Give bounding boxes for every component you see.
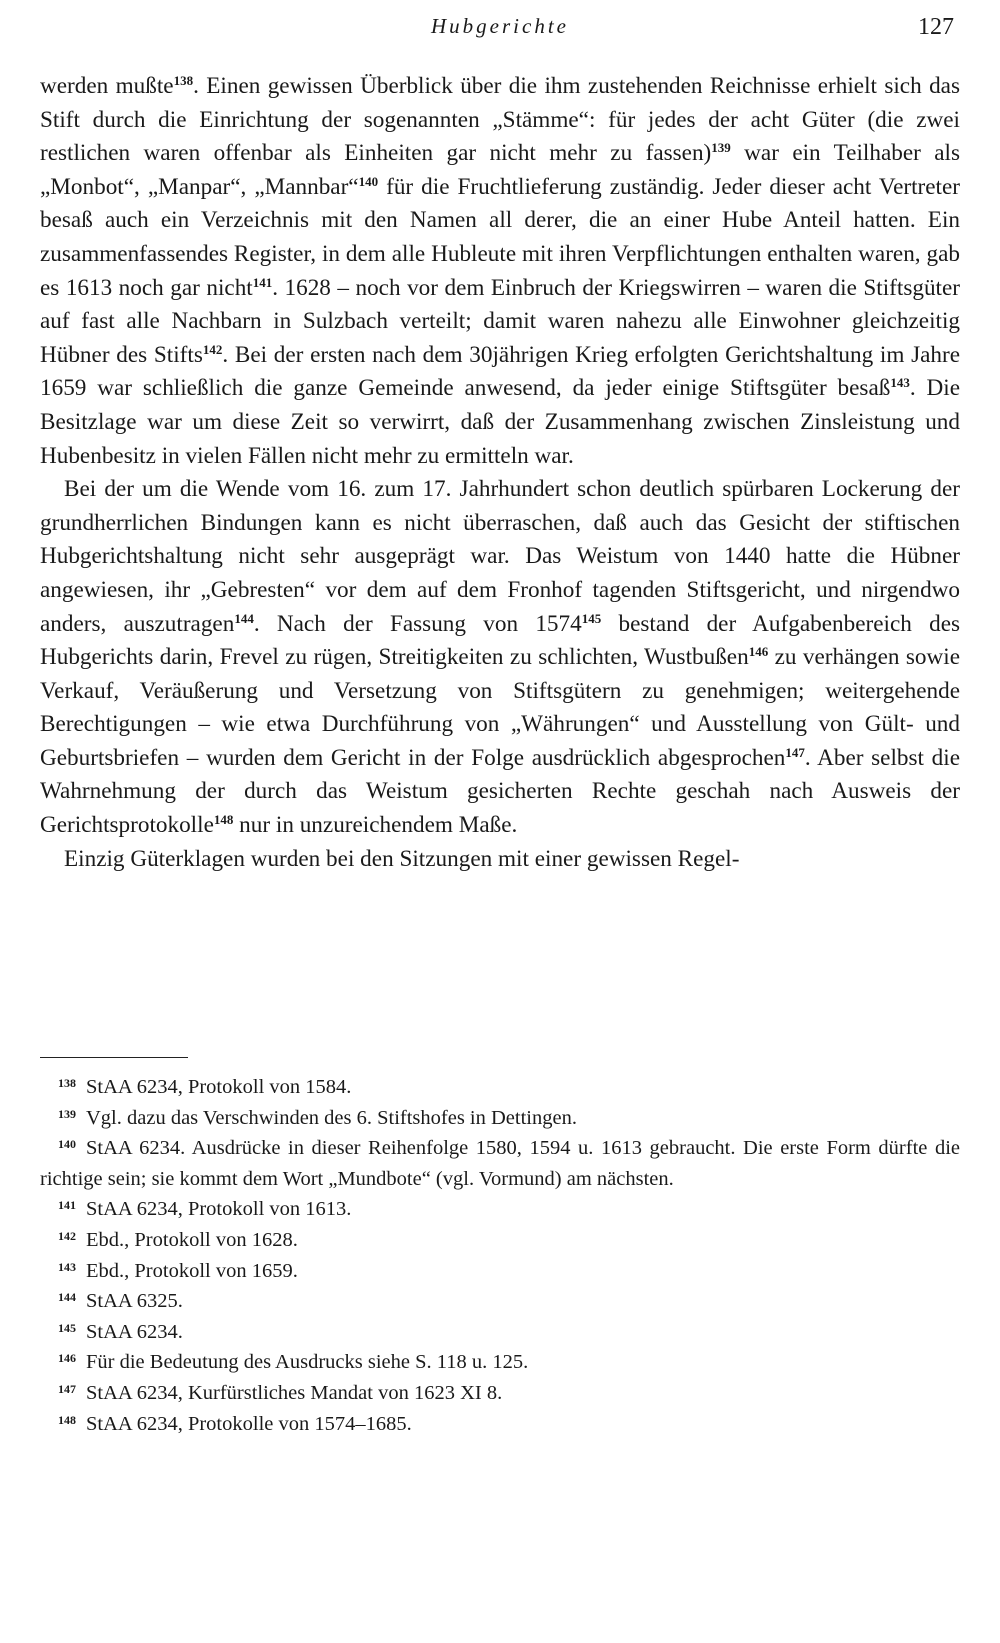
footnote-ref-144[interactable]: 144 (234, 610, 254, 626)
footnote-ref-146[interactable]: 146 (748, 644, 769, 660)
text-run: . 1628 – noch vor dem Einbruch der Kriegswirren – waren die Stiftsgüter auf fast alle Nachbarn in Sulzbach verteilt; damit waren nahezu alle Einwohner gleichzeitig Hübner des Stifts (40, 274, 960, 368)
footnote-number: 148 (58, 1412, 76, 1427)
footnote-number: 141 (58, 1198, 76, 1213)
footnote-ref-141[interactable]: 141 (252, 274, 273, 290)
footnote-138 (40, 1072, 960, 1103)
text-run: war ein Teilhaber als „Monbot“, „Manpar“, „Mannbar“ (40, 140, 960, 200)
footnote-148 (40, 1409, 960, 1440)
book-page (40, 0, 960, 1643)
text-run: für die Fruchtlieferung zuständig. Jeder dieser acht Vertreter besaß auch ein Verzeichnis mit den Namen all derer, die an einer Hube Anteil hatten. Ein zusammenfassendes Register, in dem alle Hubleute mit ihren Verpflichtungen enthalten waren, gab es 1613 noch gar nicht (40, 173, 960, 301)
body-text (40, 70, 960, 876)
footnote-number: 142 (58, 1228, 76, 1243)
footnote-146 (40, 1347, 960, 1378)
footnotes (40, 1072, 960, 1439)
footnote-ref-147[interactable]: 147 (785, 744, 805, 760)
footnote-140 (40, 1133, 960, 1194)
footnote-text: StAA 6234, Protokoll von 1613. (86, 1198, 352, 1221)
footnote-ref-140[interactable]: 140 (358, 173, 379, 189)
footnote-text: StAA 6234, Kurfürstliches Mandat von 1623 XI 8. (86, 1381, 503, 1404)
footnote-ref-139[interactable]: 139 (711, 140, 731, 156)
footnote-number: 144 (58, 1290, 76, 1305)
footnote-number: 147 (58, 1381, 76, 1396)
footnote-text: StAA 6234. Ausdrücke in dieser Reihenfolge 1580, 1594 u. 1613 gebraucht. Die erste Form dürfte die richtige sein; sie kommt dem Wort „Mundbote“ (vgl. Vormund) am nächsten. (40, 1137, 960, 1190)
footnote-text: Vgl. dazu das Verschwinden des 6. Stiftshofes in Dettingen. (86, 1106, 577, 1129)
paragraph-2 (40, 473, 960, 843)
footnote-144 (40, 1286, 960, 1317)
footnote-145 (40, 1317, 960, 1348)
text-run: Bei der um die Wende vom 16. zum 17. Jahrhundert schon deutlich spürbaren Lockerung der grundherrlichen Bindungen kann es nicht überraschen, daß auch das Gesicht der stiftischen Hubgerichtshaltung nicht sehr ausgeprägt war. Das Weistum von 1440 hatte die Hübner angewiesen, ihr „Gebresten“ vor dem auf dem Fronhof tagenden Stiftsgericht, und nirgendwo anders, auszutragen (40, 476, 960, 637)
footnote-text: StAA 6234. (86, 1320, 183, 1343)
footnote-139 (40, 1103, 960, 1134)
footnote-number: 146 (58, 1351, 76, 1366)
footnote-text: Ebd., Protokoll von 1659. (86, 1259, 298, 1282)
footnote-number: 138 (58, 1076, 76, 1090)
text-run: . Aber selbst die Wahrnehmung der durch das Weistum gesicherten Rechte geschah nach Ausweis der Gerichtsprotokolle (40, 744, 961, 839)
footnote-141 (40, 1194, 960, 1225)
footnote-number: 143 (58, 1259, 76, 1274)
text-run: . Nach der Fassung von 1574 (253, 610, 582, 637)
text-run: zu verhängen sowie Verkauf, Veräußerung und Versetzung von Stiftsgütern zu genehmigen; weitergehende Berechtigungen – wie etwa Durchführung von „Währungen“ und Ausstellung von Gült- und Geburtsbriefen – wurden dem Gericht in der Folge ausdrücklich abgesprochen (40, 644, 960, 771)
page-header (40, 14, 960, 44)
footnote-ref-143[interactable]: 143 (890, 375, 910, 391)
footnote-text: Ebd., Protokoll von 1628. (86, 1228, 298, 1251)
text-run: werden mußte (40, 73, 174, 99)
footnote-ref-148[interactable]: 148 (213, 812, 234, 828)
footnote-text: StAA 6325. (86, 1290, 183, 1313)
footnote-number: 145 (58, 1320, 76, 1335)
text-run: nur in unzureichendem Maße. (233, 812, 518, 839)
text-run: . Die Besitzlage war um diese Zeit so verwirrt, daß der Zusammenhang zwischen Zinsleistung und Hubenbesitz in vielen Fällen nicht mehr zu ermitteln war. (40, 375, 960, 469)
footnote-143 (40, 1256, 960, 1287)
footnote-text: StAA 6234, Protokolle von 1574–1685. (86, 1412, 412, 1435)
text-run: . Bei der ersten nach dem 30jährigen Krieg erfolgten Gerichtshaltung im Jahre 1659 war schließlich die ganze Gemeinde anwesend, da jeder einige Stiftsgüter besaß (40, 341, 960, 402)
page-number: 127 (918, 14, 954, 40)
footnote-ref-138[interactable]: 138 (173, 73, 194, 88)
footnote-number: 140 (58, 1137, 76, 1152)
paragraph-1 (40, 70, 960, 473)
paragraph-3: Einzig Güterklagen wurden bei den Sitzungen mit einer gewissen Regel- (64, 845, 740, 872)
text-run: . Einen gewissen Überblick über die ihm zustehenden Reichnisse erhielt sich das Stift durch die Einrichtung der sogenannten „Stämme“: für jedes der acht Güter (die zwei restlichen waren offenbar als Einheiten gar nicht mehr zu fassen) (40, 73, 960, 167)
footnote-147 (40, 1378, 960, 1409)
footnote-ref-142[interactable]: 142 (202, 341, 223, 357)
running-head: Hubgerichte (431, 14, 569, 38)
footnote-number: 139 (58, 1106, 76, 1121)
footnote-text: Für die Bedeutung des Ausdrucks siehe S. 118 u. 125. (86, 1351, 529, 1374)
footnote-separator (40, 1057, 188, 1058)
footnote-ref-145[interactable]: 145 (581, 610, 602, 626)
footnote-text: StAA 6234, Protokoll von 1584. (86, 1076, 352, 1098)
text-run: bestand der Aufgabenbereich des Hubgerichts darin, Frevel zu rügen, Streitigkeiten zu schlichten, Wustbußen (40, 610, 961, 671)
footnote-142 (40, 1225, 960, 1256)
